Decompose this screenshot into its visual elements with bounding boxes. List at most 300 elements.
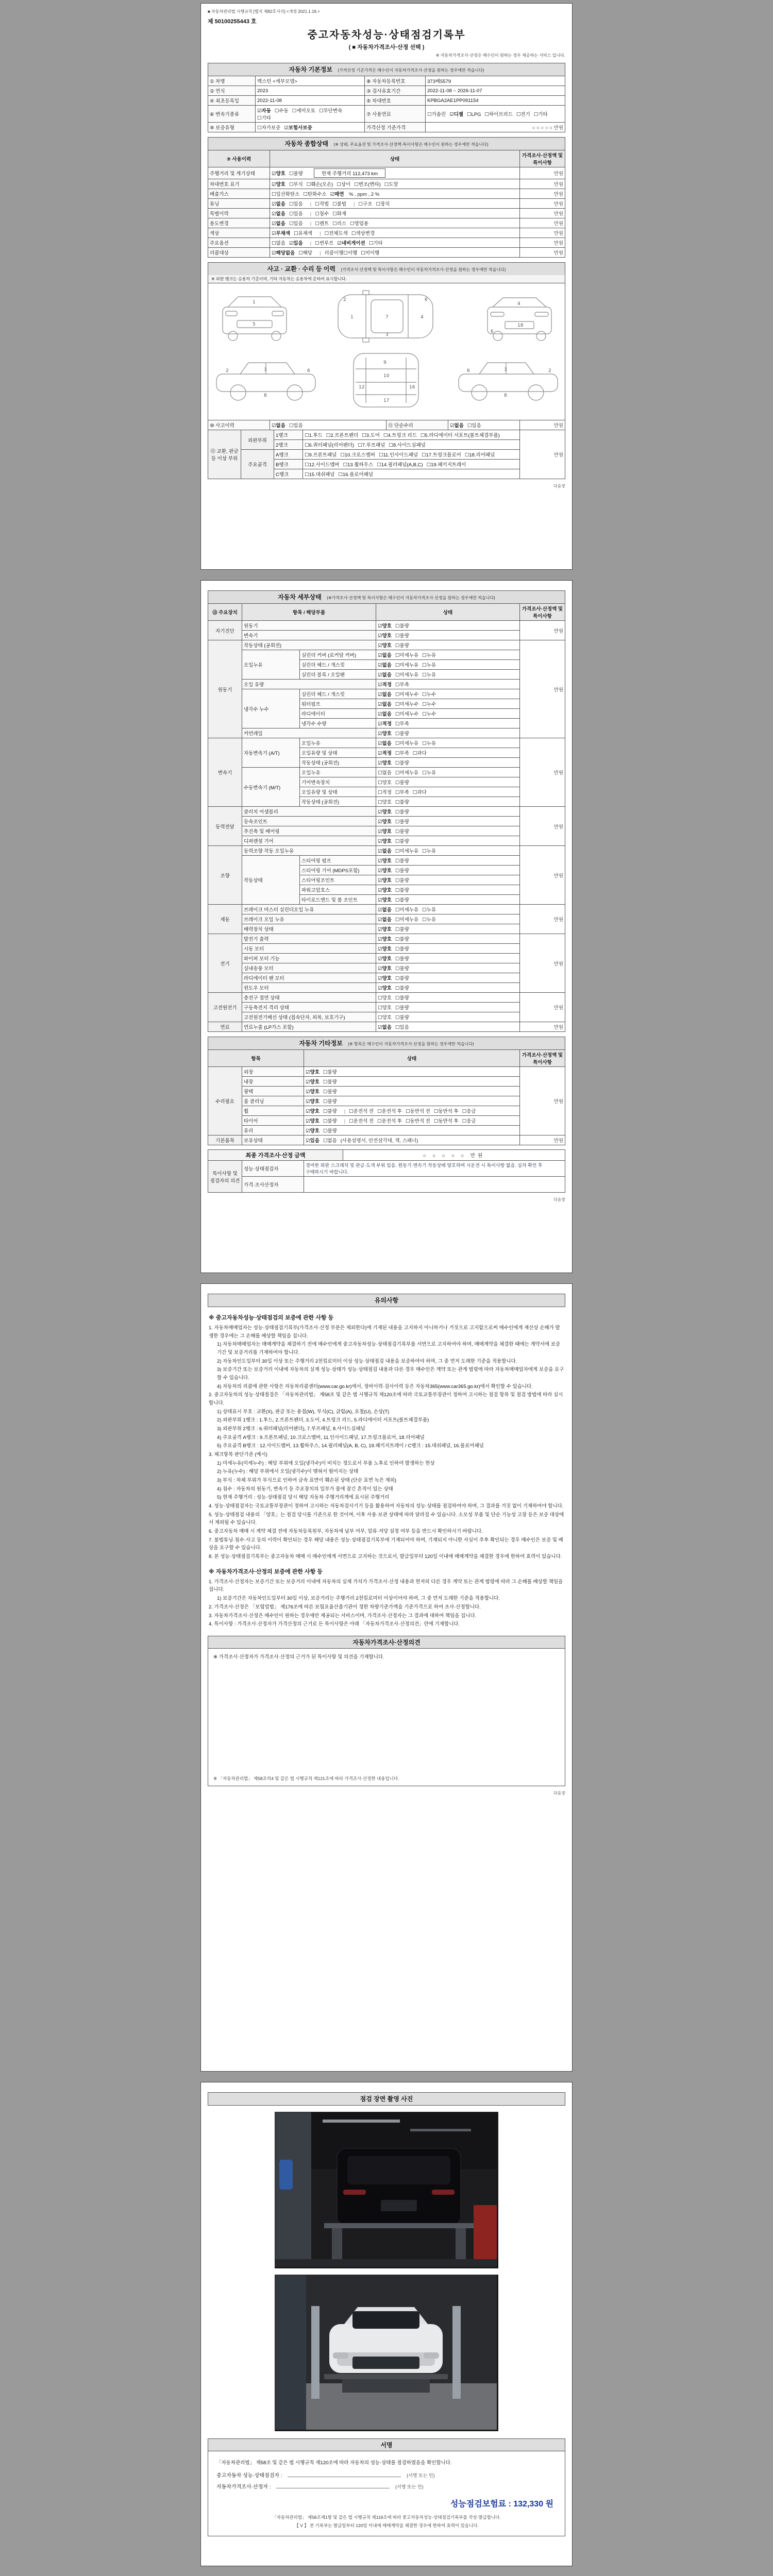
- checkbox-option[interactable]: ☑있음: [306, 1138, 320, 1144]
- checkbox-option[interactable]: ☐불량: [395, 731, 409, 737]
- checkbox-option[interactable]: ☐불량: [395, 800, 409, 805]
- checkbox-option[interactable]: ☐불량: [323, 1118, 337, 1124]
- checkbox-option[interactable]: ☐누수: [422, 711, 436, 717]
- checkbox-option[interactable]: ☐13.휠하우스: [343, 462, 374, 468]
- checkbox-option[interactable]: ☐불량: [395, 839, 409, 844]
- price-cell: 만원: [520, 167, 565, 179]
- checkbox-option[interactable]: ☐불량: [395, 878, 409, 884]
- svg-text:3: 3: [385, 332, 389, 337]
- checkbox-option[interactable]: ☐탄화수소: [303, 192, 327, 197]
- section-misc-note: (※ 항목은 매수인이 자동차가격조사·산정을 원하는 경우에만 적습니다): [348, 1042, 474, 1046]
- section-basic-note: (가격산정 기준가격은 매수인이 자동차가격조사·산정을 원하는 경우에만 적습니다): [338, 68, 484, 73]
- subitem-label-cell: 스티어링 기어 (MDPS포함): [300, 866, 376, 875]
- checkbox-option[interactable]: ☑양호: [378, 858, 392, 864]
- appraiser-row: [216, 2482, 557, 2490]
- checkbox-option[interactable]: ☐1.후드: [305, 433, 323, 438]
- checkbox-option[interactable]: ☐누유: [422, 672, 436, 678]
- price-cell: ○ ○ ○ ○ ○ 만원: [426, 123, 565, 132]
- checkbox-option[interactable]: ☐15.대쉬패널: [305, 472, 335, 478]
- checkbox-option[interactable]: ☐리스: [332, 221, 346, 227]
- section-detail-header: [208, 590, 565, 604]
- group-label-cell: 특이사항 및 점검자의 의견: [208, 1161, 242, 1193]
- checkbox-option[interactable]: ☐불량: [395, 868, 409, 874]
- price-cell: 만원: [520, 905, 565, 934]
- checkbox-option[interactable]: ☐누수: [422, 702, 436, 707]
- checkbox-option[interactable]: ☐변조(변타): [354, 182, 381, 188]
- text-token: (사용설명서, 안전삼각대, 잭, 스패너): [340, 1138, 418, 1144]
- checkbox-option[interactable]: ☑양호: [378, 633, 392, 639]
- checkbox-option[interactable]: ☐양호: [378, 780, 392, 786]
- checkbox-option[interactable]: ☐불량: [395, 1005, 409, 1011]
- checkbox-option[interactable]: ☑양호: [306, 1099, 320, 1105]
- checkbox-option[interactable]: ☐운전석 전: [349, 1118, 374, 1124]
- checkbox-option[interactable]: ☐불량: [395, 946, 409, 952]
- checkbox-option[interactable]: ☐기타: [257, 115, 271, 121]
- checkbox-option[interactable]: ☑없음: [378, 849, 392, 854]
- value-cell: [270, 167, 520, 179]
- checkbox-option[interactable]: ☐불량: [395, 995, 409, 1001]
- svg-text:16: 16: [409, 385, 415, 390]
- checkbox-option[interactable]: ☐응급: [462, 1109, 476, 1114]
- checkbox-option[interactable]: ☐불량: [323, 1089, 337, 1095]
- checkbox-option[interactable]: ☐불량: [323, 1079, 337, 1085]
- checkbox-option[interactable]: ☐불량: [395, 819, 409, 825]
- checkbox-option[interactable]: ☐동반석 전: [405, 1118, 430, 1124]
- checkbox-option[interactable]: ☑없음: [378, 907, 392, 913]
- price-cell: 만원: [520, 420, 565, 430]
- checkbox-option[interactable]: ☑양호: [378, 897, 392, 903]
- field-label-cell: 보유상태: [242, 1136, 304, 1145]
- checkbox-option[interactable]: ☑양호: [378, 819, 392, 825]
- checkbox-option[interactable]: ☑양호: [378, 623, 392, 629]
- value-cell: [376, 914, 520, 924]
- checkbox-option[interactable]: ☐14.필러패널(A,B,C): [377, 462, 423, 468]
- checkbox-option[interactable]: ☐장치: [376, 201, 390, 207]
- checkbox-option[interactable]: ☐적법: [315, 201, 329, 207]
- checkbox-option[interactable]: ☐상이: [337, 182, 351, 188]
- photo-1-art: [275, 2112, 497, 2267]
- checkbox-option[interactable]: ☐화재: [332, 211, 346, 217]
- group-label-cell: 외판부위: [241, 430, 274, 450]
- checkbox-option[interactable]: ☐없음: [378, 770, 392, 776]
- checkbox-option[interactable]: ☐3.도어: [362, 433, 380, 438]
- field-label-cell: 2랭크: [274, 440, 303, 450]
- checkbox-option[interactable]: ☐색상변경: [351, 231, 375, 236]
- checkbox-option[interactable]: ☐적정: [378, 790, 392, 795]
- svg-text:2: 2: [548, 368, 551, 374]
- checkbox-option[interactable]: ☑없음: [378, 653, 392, 658]
- checkbox-option[interactable]: ☐응급: [462, 1118, 476, 1124]
- checkbox-option[interactable]: ☐불량: [395, 1015, 409, 1021]
- value-cell: [376, 866, 520, 875]
- checkbox-option[interactable]: ☐미이행: [361, 250, 380, 256]
- checkbox-option[interactable]: ☑있음: [289, 241, 303, 246]
- value-cell: [376, 699, 520, 709]
- checkbox-option[interactable]: ☐불량: [395, 760, 409, 766]
- checkbox-option[interactable]: ☐부족: [395, 751, 409, 756]
- notice-paragraph: 7. 불법튜닝·침수·사고 등의 이력이 확인되는 경우 해당 내용은 성능·상태점검기록부에 기재되어야 하며, 기재되지 아니한 사실이 추후 확인되는 경우 매수인은 보증 및 배상을 요구할 수 있습니다.: [209, 1537, 563, 1551]
- value-cell: [376, 807, 520, 817]
- checkbox-option[interactable]: ☐16.플로어패널: [338, 472, 374, 478]
- checkbox-option[interactable]: ☑양호: [378, 976, 392, 981]
- checkbox-option[interactable]: ☐렌트: [315, 221, 329, 227]
- checkbox-option[interactable]: ☐10.크로스멤버: [340, 452, 375, 458]
- checkbox-option[interactable]: ☐있음: [289, 201, 303, 207]
- checkbox-option[interactable]: ☐12.사이드멤버: [305, 462, 340, 468]
- confirm-statement-1: 「자동차관리법」 제58조 및 같은 법 시행규칙 제120조에 따라 자동차의 성능·상태를 점검하였음을 확인합니다.: [216, 2460, 452, 2466]
- checkbox-option[interactable]: ☑양호: [378, 986, 392, 991]
- checkbox-option[interactable]: ☐침수: [315, 211, 329, 217]
- price-cell: 만원: [520, 199, 565, 209]
- checkbox-option[interactable]: ☑양호: [378, 878, 392, 884]
- checkbox-option[interactable]: ☐누유: [422, 653, 436, 658]
- checkbox-option[interactable]: ☐미세누수: [395, 711, 419, 717]
- checkbox-option[interactable]: ☑없음: [272, 211, 285, 217]
- checkbox-option[interactable]: ☐누유: [422, 663, 436, 668]
- checkbox-option[interactable]: ☑양호: [378, 760, 392, 766]
- checkbox-option[interactable]: ☐불법: [332, 201, 346, 207]
- checkbox-option[interactable]: ☑없음: [378, 741, 392, 747]
- checkbox-option[interactable]: ☐불량: [395, 956, 409, 962]
- checkbox-option[interactable]: ☐불량: [323, 1070, 337, 1075]
- checkbox-option[interactable]: ☐누유: [422, 770, 436, 776]
- checkbox-option[interactable]: ☐전체도색: [324, 231, 348, 236]
- checkbox-option[interactable]: ☐기타: [533, 112, 548, 117]
- checkbox-option[interactable]: ☑양호: [272, 171, 285, 177]
- inspection-photo-1: [275, 2112, 498, 2268]
- checkbox-option[interactable]: ☐양호: [378, 1005, 392, 1011]
- appraiser-signature-field[interactable]: [276, 2482, 390, 2488]
- checkbox-option[interactable]: ☐있음: [467, 423, 481, 429]
- checkbox-option[interactable]: ☐구조: [358, 201, 373, 207]
- checkbox-option[interactable]: ☐누유: [422, 741, 436, 747]
- page-4: [200, 2082, 573, 2566]
- value-cell: [270, 189, 520, 199]
- checkbox-option[interactable]: ☐운전석 후: [377, 1109, 402, 1114]
- checkbox-option[interactable]: ☑없음: [378, 1025, 392, 1030]
- checkbox-option[interactable]: ☐도말: [384, 182, 398, 188]
- value-cell: [376, 728, 520, 738]
- checkbox-option[interactable]: ☑양호: [378, 839, 392, 844]
- checkbox-option[interactable]: ☐기타: [368, 241, 383, 246]
- field-label-cell: 성능·상태점검자: [242, 1161, 304, 1177]
- value-cell: [304, 1136, 520, 1145]
- checkbox-option[interactable]: ☐8.사이드실패널: [389, 443, 426, 448]
- checkbox-option[interactable]: ☐미세누유: [395, 907, 419, 913]
- checkbox-option[interactable]: ☐양호: [378, 800, 392, 805]
- field-label-cell: 휠: [242, 1106, 304, 1116]
- checkbox-option[interactable]: ☐19.패키지트레이: [426, 462, 466, 468]
- checkbox-option[interactable]: ☑양호: [378, 829, 392, 835]
- field-label-cell: 가격·조사산정자: [242, 1177, 304, 1193]
- checkbox-option[interactable]: ☑적정: [378, 751, 392, 756]
- price-cell: 만원: [520, 993, 565, 1022]
- checkbox-option[interactable]: ☐불량: [395, 966, 409, 972]
- price-cell: 만원: [520, 228, 565, 238]
- field-label-cell: 1랭크: [274, 430, 303, 440]
- checkbox-option[interactable]: ☐7.루프패널: [358, 443, 385, 448]
- checkbox-option[interactable]: ☑양호: [378, 927, 392, 933]
- checkbox-option[interactable]: ☑디젤: [449, 112, 463, 117]
- checkbox-option[interactable]: ☐불량: [395, 986, 409, 991]
- checkbox-option[interactable]: ☐9.프론트패널: [305, 452, 337, 458]
- checkbox-option[interactable]: ☑양호: [306, 1128, 320, 1134]
- value-cell: [303, 469, 520, 479]
- checkbox-option[interactable]: ☑없음: [378, 663, 392, 668]
- checkbox-option[interactable]: ☑양호: [378, 868, 392, 874]
- value-cell: [376, 670, 520, 680]
- value-cell: [376, 777, 520, 787]
- form-title: 중고자동차성능·상태점검기록부: [307, 29, 466, 41]
- checkbox-option[interactable]: ☐가솔린: [427, 112, 446, 117]
- checkbox-option[interactable]: ☑자동: [257, 108, 271, 114]
- price-cell: 만원: [520, 934, 565, 993]
- checkbox-option[interactable]: ☑적정: [378, 721, 392, 727]
- price-cell: 만원: [520, 209, 565, 218]
- checkbox-option[interactable]: ☑없음: [272, 221, 285, 227]
- checkbox-option[interactable]: ☑무채색: [272, 231, 291, 236]
- checkbox-option[interactable]: ☐동반석 후: [433, 1118, 459, 1124]
- checkbox-option[interactable]: ☑없음: [272, 201, 285, 207]
- checkbox-option[interactable]: ☐없음: [323, 1138, 337, 1144]
- checkbox-option[interactable]: ☐부식: [289, 182, 303, 188]
- checkbox-option[interactable]: ☐과다: [412, 751, 427, 756]
- checkbox-option[interactable]: ☑없음: [450, 423, 464, 429]
- checkbox-option[interactable]: ☐누유: [422, 849, 436, 854]
- checkbox-option[interactable]: ☐11.인사이드패널: [378, 452, 418, 458]
- checkbox-option[interactable]: ☑네비게이션: [337, 241, 365, 246]
- checkbox-option[interactable]: ☐부족: [395, 790, 409, 795]
- section-overall-note: (※ 상태, 주요옵션 및 가격조사·산정액·특이사항은 매수인이 원하는 경우에만 적습니다): [333, 142, 489, 147]
- checkbox-option[interactable]: ☑없음: [378, 672, 392, 678]
- checkbox-option[interactable]: ☐불량: [395, 888, 409, 893]
- notice-paragraph: 1) 미세누유(미세누수) : 해당 부위에 오일(냉각수)이 비치는 정도로서 부품 노후로 인하여 발생하는 현상: [217, 1460, 435, 1466]
- subitem-label-cell: 실린더 헤드 / 개스킷: [300, 660, 376, 670]
- checkbox-option[interactable]: ☐영업용: [349, 221, 369, 227]
- checkbox-option[interactable]: ☐불량: [395, 897, 409, 903]
- checkbox-option[interactable]: ☐썬루프: [315, 241, 334, 246]
- field-label-cell: 발전기 출력: [242, 934, 376, 944]
- checkbox-option[interactable]: ☑양호: [272, 182, 285, 188]
- confirm-statement-3: 【 V 】 본 기록부는 발급일부터 120일 이내에 매매계약을 체결한 경우에 한하여 효력이 있습니다.: [294, 2523, 479, 2528]
- price-cell: 만원: [520, 738, 565, 807]
- subitem-label-cell: 라디에이터: [300, 709, 376, 719]
- value-cell: [376, 650, 520, 660]
- checkbox-option[interactable]: ☐있음: [289, 423, 303, 429]
- checkbox-option[interactable]: ☐누유: [422, 907, 436, 913]
- checkbox-option[interactable]: ☐불량: [323, 1099, 337, 1105]
- inspector-sign-note: (서명 또는 인): [407, 2473, 435, 2478]
- field-label-cell: 오일 유량: [242, 680, 376, 689]
- checkbox-option[interactable]: ☐불량: [395, 643, 409, 649]
- group-label-cell: 기본품목: [208, 1136, 242, 1145]
- checkbox-option[interactable]: ☑보험사보증: [284, 125, 312, 131]
- checkbox-option[interactable]: ☑적정: [378, 682, 392, 688]
- checkbox-option[interactable]: ☐부족: [395, 721, 409, 727]
- value-cell: [376, 738, 520, 748]
- checkbox-option[interactable]: ☐운전석 후: [377, 1118, 402, 1124]
- checkbox-option[interactable]: ☐불량: [289, 171, 303, 177]
- checkbox-option[interactable]: ☐미세누유: [395, 672, 419, 678]
- checkbox-option[interactable]: ☐양호: [378, 995, 392, 1001]
- checkbox-option[interactable]: ☐불량: [395, 937, 409, 942]
- divider: |: [310, 241, 312, 246]
- checkbox-option[interactable]: ☐불량: [395, 976, 409, 981]
- checkbox-option[interactable]: ☐불량: [395, 927, 409, 933]
- checkbox-option[interactable]: ☐수동: [274, 108, 289, 114]
- final-table: [208, 1149, 565, 1161]
- checkbox-option[interactable]: ☐6.쿼터패널(리어펜더): [305, 443, 355, 448]
- notice-paragraph: 1. 자동차매매업자는 성능·상태점검기록부(가격조사·산정 부분은 제외한다)에 기재된 내용을 고지하지 아니하거나 거짓으로 고지함으로써 매수인에게 재산상 손해가 발생한 경우에는 그 손해를 배상할 책임을 집니다.: [209, 1325, 560, 1339]
- checkbox-option[interactable]: ☑양호: [378, 937, 392, 942]
- checkbox-option[interactable]: ☐무단변속: [318, 108, 343, 114]
- checkbox-option[interactable]: ☐불량: [395, 780, 409, 786]
- section-accident-note: (가격조사·산정액 및 특이사항은 매수인이 자동차가격조사·산정을 원하는 경우에만 적습니다): [341, 267, 506, 272]
- checkbox-option[interactable]: ☑양호: [306, 1070, 320, 1075]
- title-option: ( ■ 자동차가격조사·산정 선택 ): [348, 44, 425, 50]
- checkbox-option[interactable]: ☐2.프론트펜더: [326, 433, 359, 438]
- checkbox-option[interactable]: ☐불량: [395, 623, 409, 629]
- svg-text:6: 6: [425, 297, 428, 302]
- value-cell: [376, 640, 520, 650]
- svg-text:8: 8: [504, 393, 507, 398]
- checkbox-option[interactable]: ☐훼손(오손): [306, 182, 333, 188]
- checkbox-option[interactable]: ☐5.라디에이터 서포트(볼트체결부품): [420, 433, 500, 438]
- checkbox-option[interactable]: ☑없음: [378, 917, 392, 923]
- checkbox-option[interactable]: ☐불량: [395, 809, 409, 815]
- value-cell: [270, 199, 520, 209]
- checkbox-option[interactable]: ☐불량: [323, 1128, 337, 1134]
- checkbox-option[interactable]: ☐불량: [395, 829, 409, 835]
- field-label-cell: 클러치 어셈블리: [242, 807, 376, 817]
- value-cell: [376, 826, 520, 836]
- value-cell: [376, 797, 520, 807]
- checkbox-option[interactable]: ☐동반석 전: [405, 1109, 430, 1114]
- page-2: [200, 580, 573, 1273]
- notice-paragraph: 1) 자동차매매업자는 매매계약을 체결하기 전에 매수인에게 중고자동차성능·상태점검기록부를 서면으로 고지하여야 하며, 매매계약을 체결한 때에는 계약서에 보증기간 및 보증거리를 기재하여야 합니다.: [217, 1342, 561, 1356]
- subitem-label-cell: 실린더 헤드 / 개스킷: [300, 689, 376, 699]
- checkbox-option[interactable]: ☐18.리어패널: [464, 452, 495, 458]
- checkbox-option[interactable]: ☐있음: [289, 211, 303, 217]
- header-cell: 항목 / 해당부품: [242, 604, 376, 621]
- checkbox-option[interactable]: ☑없음: [272, 423, 285, 429]
- header-cell: 항목: [208, 1050, 304, 1067]
- checkbox-option[interactable]: ☑양호: [306, 1079, 320, 1085]
- checkbox-option[interactable]: ☐4.트렁크 리드: [383, 433, 417, 438]
- svg-text:8: 8: [264, 393, 267, 398]
- checkbox-option[interactable]: ☐미세누유: [395, 663, 419, 668]
- checkbox-option[interactable]: ☐유채색: [294, 231, 313, 236]
- field-label-cell: 오일누유: [242, 650, 300, 680]
- checkbox-option[interactable]: ☐미세누유: [395, 770, 419, 776]
- checkbox-option[interactable]: ☐해당: [298, 250, 313, 256]
- section-accident-title: 사고 · 교환 · 수리 등 이력: [267, 265, 335, 273]
- checkbox-option[interactable]: ☑양호: [306, 1118, 320, 1124]
- checkbox-option[interactable]: ☐하이브리드: [484, 112, 513, 117]
- checkbox-option[interactable]: ☐세미오토: [292, 108, 315, 114]
- value-cell: [376, 934, 520, 944]
- checkbox-option[interactable]: ☐불량: [323, 1109, 337, 1114]
- field-label-cell: ② 연식: [208, 86, 256, 96]
- checkbox-option[interactable]: ☑해당없음: [272, 250, 295, 256]
- car-part-numbers: [226, 297, 551, 403]
- car-diagram: [208, 283, 565, 420]
- svg-text:1: 1: [350, 315, 354, 320]
- checkbox-option[interactable]: ☐전기: [516, 112, 530, 117]
- checkbox-option[interactable]: ☐양호: [378, 1015, 392, 1021]
- field-label-cell: 주행거리 및 계기상태: [208, 167, 270, 179]
- checkbox-option[interactable]: ☑양호: [378, 731, 392, 737]
- divider: |: [344, 1118, 346, 1124]
- checkbox-option[interactable]: ☑양호: [306, 1109, 320, 1114]
- price-cell: 만원: [520, 248, 565, 258]
- value-cell: [270, 209, 520, 218]
- group-label-cell: ⑫ 교환, 판금 등 이상 부위: [208, 430, 241, 479]
- value-cell: [376, 856, 520, 866]
- checkbox-option[interactable]: ☑없음: [378, 692, 392, 698]
- checkbox-option[interactable]: ☑양호: [378, 946, 392, 952]
- checkbox-option[interactable]: ☐미세누유: [395, 741, 419, 747]
- checkbox-option[interactable]: ☑양호: [378, 809, 392, 815]
- checkbox-option[interactable]: ☐미세누수: [395, 702, 419, 707]
- checkbox-option[interactable]: ☐LPG: [466, 112, 481, 117]
- notice-paragraph: 3. 자동차가격조사·산정은 매수인이 원하는 경우에만 제공되는 서비스이며, 가격조사·산정자는 그 결과에 대하여 책임을 집니다.: [209, 1613, 477, 1619]
- checkbox-option[interactable]: ☑양호: [378, 966, 392, 972]
- checkbox-option[interactable]: ☑양호: [378, 956, 392, 962]
- checkbox-option[interactable]: ☐운전석 전: [349, 1109, 374, 1114]
- checkbox-option[interactable]: ☐없음: [272, 241, 285, 246]
- notice-paragraph: 5. 성능·상태점검 내용의 「양호」는 점검 당시를 기준으로 한 것이며, 이후 사용·보관 상태에 따라 달라질 수 있습니다. 소모성 부품 및 단순 기능성 고장 등은 보증 대상에서 제외될 수 있습니다.: [209, 1512, 564, 1526]
- checkbox-option[interactable]: ☐동반석 후: [433, 1109, 459, 1114]
- value-cell: [376, 631, 520, 640]
- checkbox-option[interactable]: ☑매연: [330, 192, 344, 197]
- checkbox-option[interactable]: ☐미세누유: [395, 849, 419, 854]
- memo-cell: 경미한 외판 스크래치 및 판금·도색 부위 있음. 원동기·변속기 작동상태 양호하며 시운전 시 특이사항 없음. 실차 확인 후 구매하시기 바랍니다.: [304, 1161, 565, 1177]
- checkbox-option[interactable]: ☑없음: [378, 711, 392, 717]
- checkbox-option[interactable]: ☐누수: [422, 692, 436, 698]
- checkbox-option[interactable]: ☐과다: [412, 790, 427, 795]
- value-cell: [376, 895, 520, 905]
- checkbox-option[interactable]: ☑없음: [378, 702, 392, 707]
- checkbox-option[interactable]: ☐불량: [395, 858, 409, 864]
- checkbox-option[interactable]: ☐자가보증: [257, 125, 281, 131]
- checkbox-option[interactable]: ☐있음: [395, 1025, 409, 1030]
- section-basic-header: [208, 63, 565, 76]
- inspector-signature-field[interactable]: [288, 2471, 401, 2477]
- checkbox-option[interactable]: ☑양호: [378, 643, 392, 649]
- checkbox-option[interactable]: ☐부족: [395, 682, 409, 688]
- checkbox-option[interactable]: ☐불량: [395, 633, 409, 639]
- checkbox-option[interactable]: ☐누유: [422, 917, 436, 923]
- checkbox-option[interactable]: ☐있음: [289, 221, 303, 227]
- next-page-note: 다음장: [553, 484, 565, 488]
- next-page-note: 다음장: [553, 1197, 565, 1202]
- notice-paragraph: 3) 보증기간 또는 보증거리 이내에 자동차의 실제 성능·상태가 성능·상태점검 내용과 다른 경우 매수인은 계약 또는 관계 법령에 따라 자동차매매업자에게 보증을 요구할 수 있습니다.: [217, 1367, 564, 1381]
- group-label-cell: 제동: [208, 905, 242, 934]
- checkbox-option[interactable]: ☑양호: [306, 1089, 320, 1095]
- checkbox-option[interactable]: ☐이행: [343, 250, 358, 256]
- checkbox-option[interactable]: ☐미세누수: [395, 692, 419, 698]
- checkbox-option[interactable]: ☐17.트렁크플로어: [422, 452, 461, 458]
- checkbox-option[interactable]: ☐일산화탄소: [272, 192, 300, 197]
- checkbox-option[interactable]: ☐미세누유: [395, 653, 419, 658]
- value-cell: [376, 973, 520, 983]
- svg-text:9: 9: [383, 360, 386, 365]
- notice-paragraph: 4. 특이사항 : 가격조사·산정자가 가격산정의 근거로 든 특이사항은 아래 「자동차가격조사·산정의견」란에 기재합니다.: [209, 1621, 460, 1628]
- field-label-cell: C랭크: [274, 469, 303, 479]
- checkbox-option[interactable]: ☑양호: [378, 888, 392, 893]
- checkbox-option[interactable]: ☐미세누유: [395, 917, 419, 923]
